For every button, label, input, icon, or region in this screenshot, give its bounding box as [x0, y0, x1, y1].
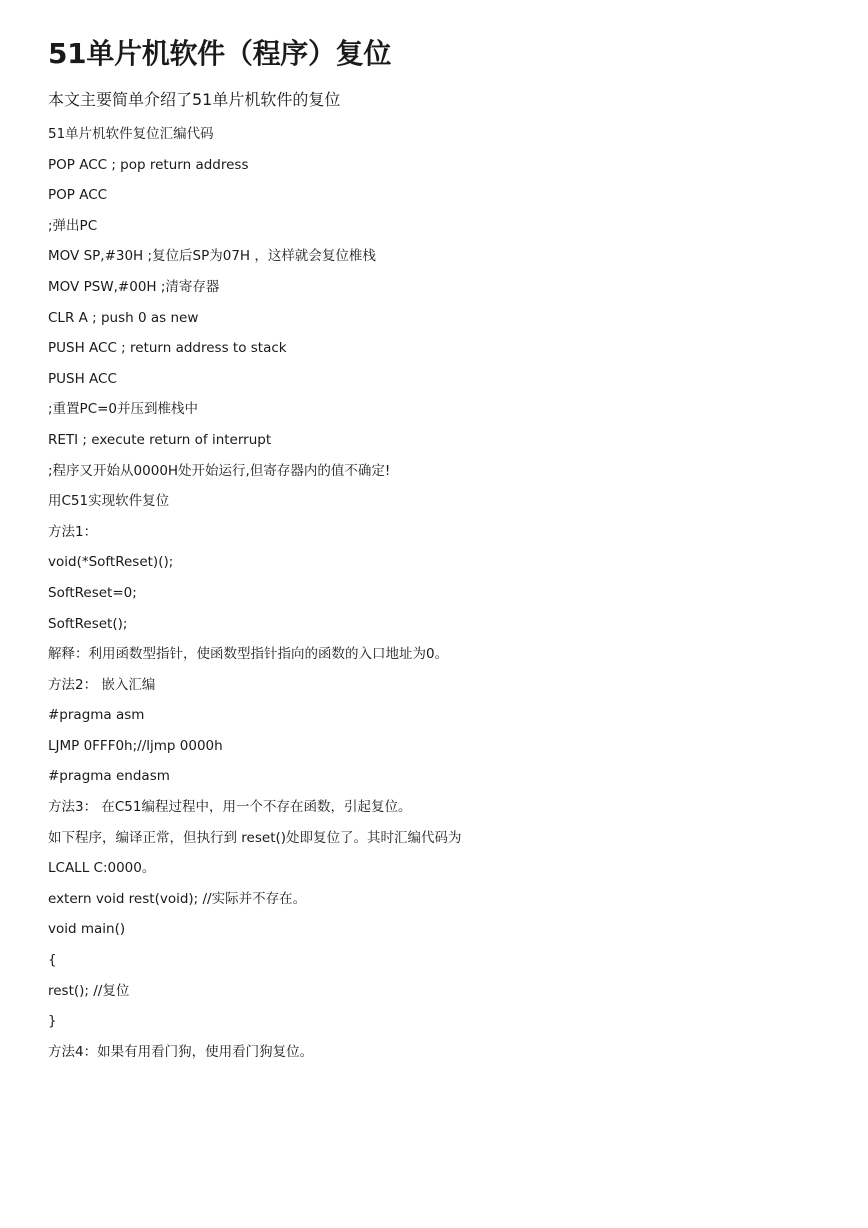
text-line: PUSH ACC — [48, 370, 117, 387]
text-line: void main() — [48, 921, 126, 938]
text-line: 方法3： 在C51编程过程中，用一个不存在函数，引起复位。 — [48, 799, 412, 816]
text-line: POP ACC — [48, 187, 108, 204]
text-line: 如下程序，编译正常，但执行到 reset()处即复位了。其时汇编代码为 — [48, 829, 462, 846]
text-line: ;程序又开始从0000H处开始运行,但寄存器内的值不确定! — [48, 462, 391, 479]
text-line: CLR A ; push 0 as new — [48, 309, 199, 326]
text-line: ;重置PC=0并压到椎栈中 — [48, 401, 199, 418]
text-line: 解释：利用函数型指针，使函数型指针指向的函数的入口地址为0。 — [48, 646, 449, 663]
text-line: rest(); //复位 — [48, 982, 130, 999]
text-line: SoftReset=0; — [48, 584, 137, 601]
text-line: MOV PSW,#00H ;清寄存器 — [48, 278, 220, 295]
text-line: #pragma endasm — [48, 768, 170, 785]
text-line: ;弹出PC — [48, 217, 98, 234]
text-line: { — [48, 952, 57, 969]
text-line: SoftReset(); — [48, 615, 128, 632]
text-line: LJMP 0FFF0h;//ljmp 0000h — [48, 737, 223, 754]
page-title: 51单片机软件（程序）复位 — [48, 37, 392, 70]
text-line: PUSH ACC ; return address to stack — [48, 340, 287, 357]
text-line: 方法1： — [48, 523, 98, 540]
text-line: 51单片机软件复位汇编代码 — [48, 126, 214, 142]
content-lines — [48, 123, 462, 1071]
text-line: extern void rest(void); //实际并不存在。 — [48, 890, 307, 907]
text-line: 用C51实现软件复位 — [48, 493, 170, 510]
page-subtitle: 本文主要简单介绍了51单片机软件的复位 — [48, 90, 341, 109]
text-line: 方法2： 嵌入汇编 — [48, 676, 156, 693]
text-line: 方法4：如果有用看门狗，使用看门狗复位。 — [48, 1043, 314, 1060]
text-line: POP ACC ; pop return address — [48, 156, 249, 173]
text-line: } — [48, 1013, 57, 1030]
text-line: LCALL C:0000。 — [48, 860, 156, 877]
text-line: #pragma asm — [48, 707, 145, 724]
text-line: MOV SP,#30H ;复位后SP为07H ，这样就会复位椎栈 — [48, 248, 376, 265]
text-line: void(*SoftReset)(); — [48, 554, 174, 571]
text-line: RETI ; execute return of interrupt — [48, 431, 272, 448]
